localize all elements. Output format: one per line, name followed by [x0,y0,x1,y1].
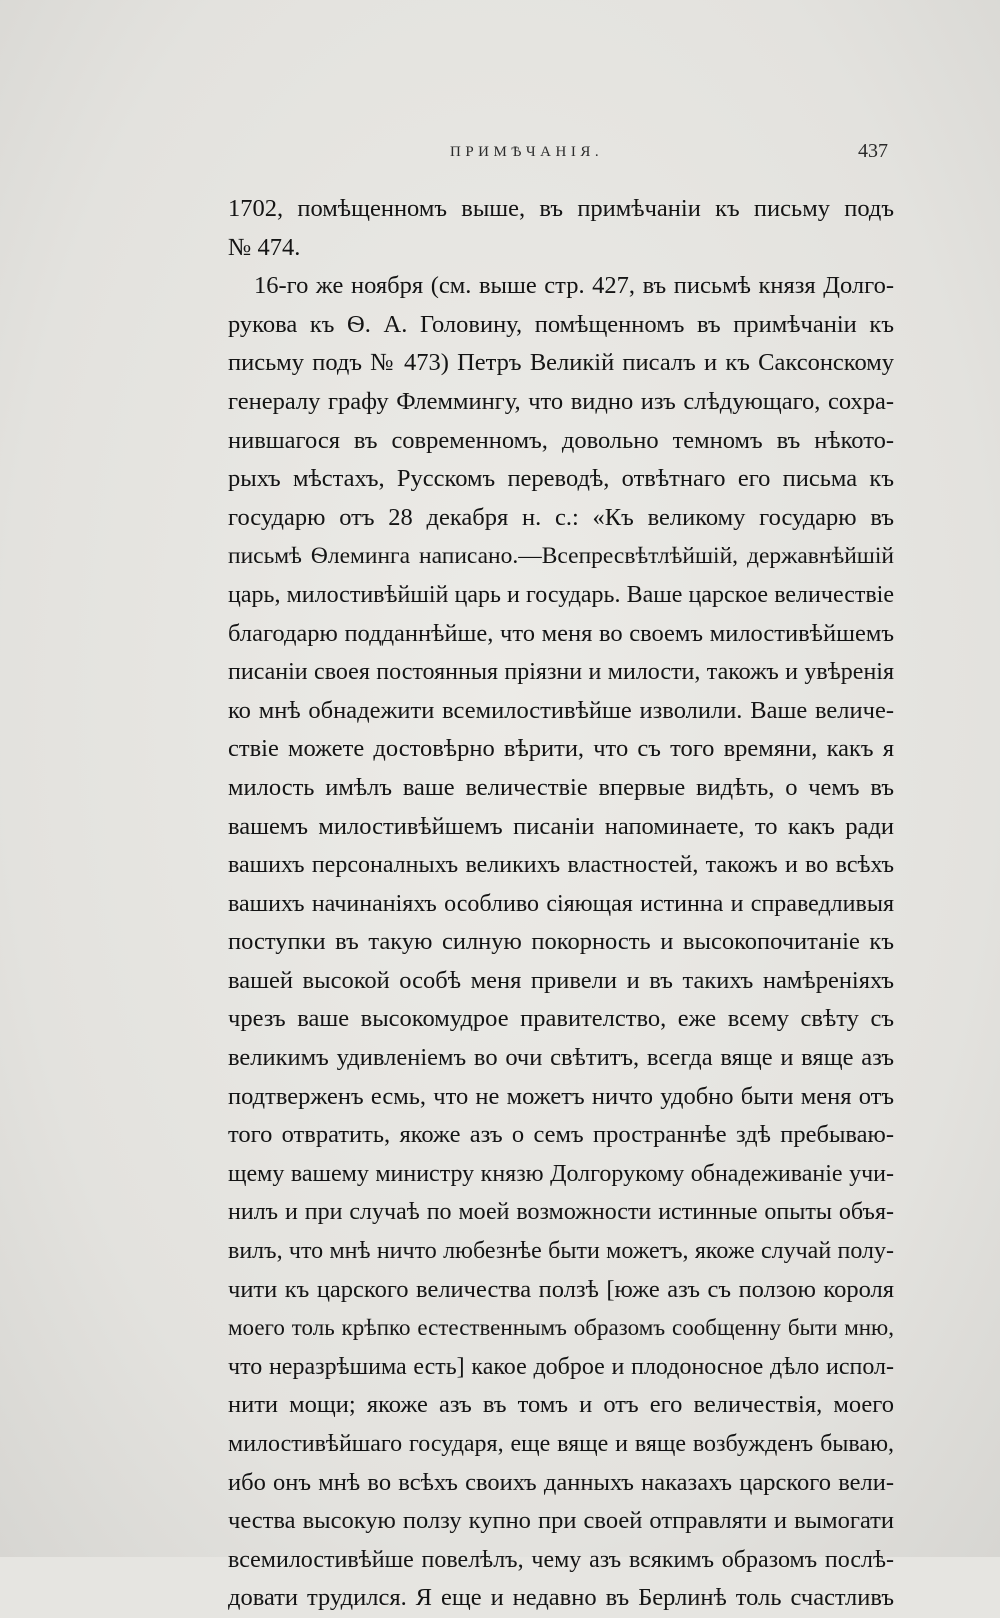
text-line: моего толь крѣпко естественнымъ образомъ сообщенну быти мню, [228,1315,894,1341]
text-line: нившагося въ современномъ, довольно темномъ въ нѣкото- [228,426,894,454]
text-line: поступки въ такую силную покорность и высокопочитаніе къ [228,928,894,956]
text-line: генералу графу Флеммингу, что видно изъ слѣдующаго, сохра- [228,387,894,415]
text-line: рукова къ Ѳ. А. Головину, помѣщенномъ въ примѣчаніи къ [228,310,894,338]
text-line: вилъ, что мнѣ ничто любезнѣе быти можетъ, якоже случай полу- [228,1238,894,1265]
text-line: чества высокую ползу купно при своей отправляти и вымогати [228,1507,894,1535]
text-line: государю отъ 28 декабря н. с.: «Къ великому государю въ [228,503,894,531]
text-line: довати трудился. Я еще и недавно въ Берлинѣ толь счастливъ [228,1584,894,1612]
text-line: писаніи своея постоянныя пріязни и милости, такожъ и увѣренія [228,659,894,686]
text-line: милостивѣйшаго государя, еще вяще и вяще возбужденъ бываю, [228,1431,894,1457]
text-line: ко мнѣ обнадежити всемилостивѣйше изволили. Ваше величе- [228,696,894,724]
text-line: нилъ и при случаѣ по моей возможности истинные опыты объя- [228,1199,894,1226]
body-text [228,190,894,1618]
text-line: царь, милостивѣйшій царь и государь. Ваше царское величествіе [228,581,894,608]
text-line: 1702, помѣщенномъ выше, въ примѣчаніи къ письму подъ [228,195,894,222]
text-line: великимъ удивленіемъ во очи свѣтитъ, всегда вяще и вяще азъ [228,1044,894,1072]
text-line: письмѣ Ѳлеминга написано.—Всепресвѣтлѣйшій, державнѣйшій [228,543,894,570]
text-line: вашей высокой особѣ меня привели и въ такихъ намѣреніяхъ [228,966,894,994]
text-line: ибо онъ мнѣ во всѣхъ своихъ данныхъ наказахъ царского вели- [228,1468,894,1496]
text-line: нити мощи; якоже азъ въ томъ и отъ его величествія, моего [228,1391,894,1419]
text-line: рыхъ мѣстахъ, Русскомъ переводѣ, отвѣтнаго его письма къ [228,465,894,493]
text-line: чрезъ ваше высокомудрое правителство, еже всему свѣту съ [228,1005,894,1033]
text-line: 16-го же ноября (см. выше стр. 427, въ письмѣ князя Долго- [254,272,894,300]
text-line: вашихъ персоналныхъ великихъ властностей, такожъ и во всѣхъ [228,852,894,879]
text-line: что неразрѣшима есть] какое доброе и плодоносное дѣло испол- [228,1353,894,1380]
text-line: того отвратить, якоже азъ о семъ пространнѣе здѣ пребываю- [228,1121,894,1149]
text-line: благодарю подданнѣйше, что меня во своемъ милостивѣйшемъ [228,619,894,647]
text-line: щему вашему министру князю Долгорукому обнадеживаніе учи- [228,1160,894,1187]
text-line: вашемъ милостивѣйшемъ писаніи напоминаете, то какъ ради [228,812,894,840]
text-line: вашихъ начинаніяхъ особливо сіяющая истинна и справедливыя [228,890,894,917]
text-line: милость имѣлъ ваше величествіе впервые видѣть, о чемъ въ [228,773,894,801]
text-line: письму подъ № 473) Петръ Великій писалъ и къ Саксонскому [228,349,894,377]
text-line: № 474. [228,233,301,261]
running-head [228,140,894,170]
running-title: ПРИМѢЧАНІЯ. [450,144,604,160]
text-line: ствіе можете достовѣрно вѣрити, что съ того времяни, какъ я [228,735,894,763]
page-number: 437 [858,140,888,162]
text-line: чити къ царского величества ползѣ [юже азъ съ ползою короля [228,1275,894,1303]
text-line: всемилостивѣйше повелѣлъ, чему азъ всякимъ образомъ послѣ- [228,1546,894,1573]
text-line: подтверженъ есмь, что не можетъ ничто удобно быти меня отъ [228,1082,894,1110]
